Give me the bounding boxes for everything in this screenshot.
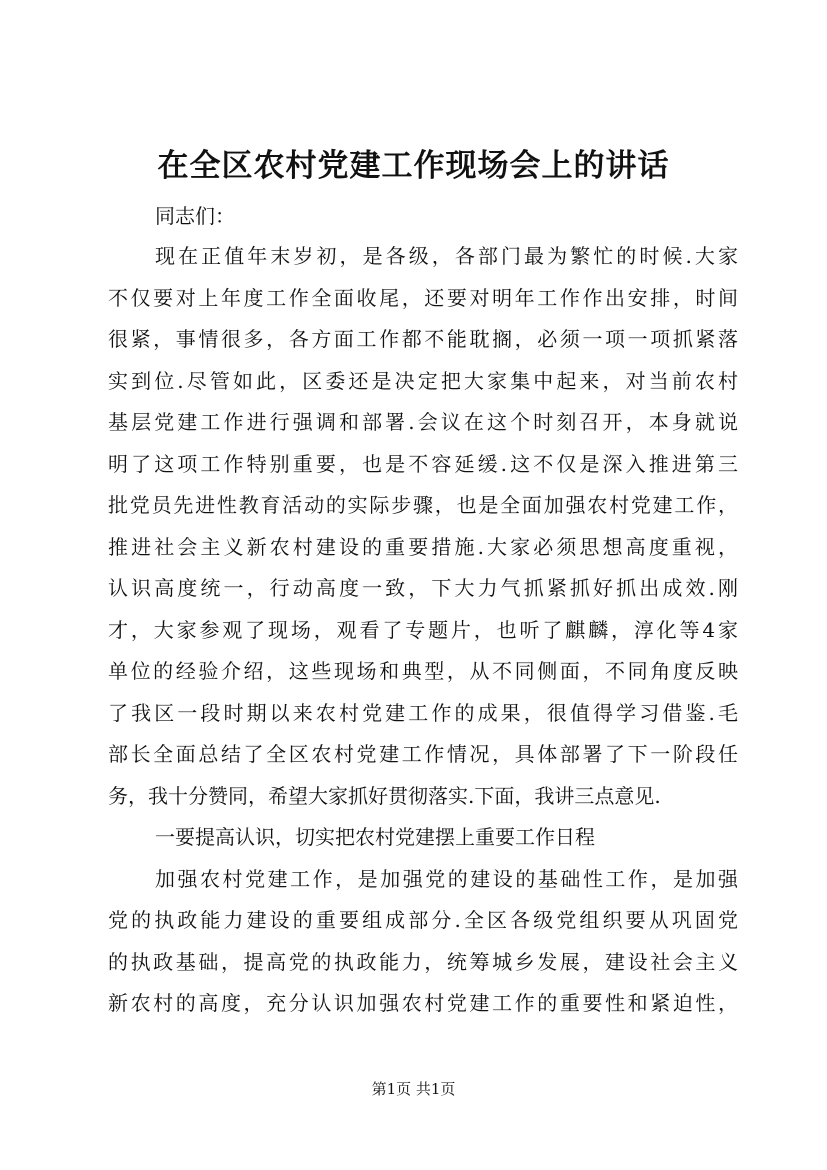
body-text-line: 明了这项工作特别重要，也是不容延缓.这不仅是深入推进第三 <box>108 451 738 476</box>
body-text-line: 的执政基础，提高党的执政能力，统筹城乡发展，建设社会主义 <box>108 949 738 974</box>
body-text-line: 单位的经验介绍，这些现场和典型，从不同侧面，不同角度反映 <box>108 659 738 683</box>
body-text-line: 一要提高认识，切实把农村党建摆上重要工作日程 <box>155 825 595 849</box>
body-text-line: 不仅要对上年度工作全面收尾，还要对明年工作作出安排，时间 <box>108 285 738 310</box>
body-text-line: 现在正值年末岁初，是各级，各部门最为繁忙的时候.大家 <box>155 244 738 268</box>
body-text-line: 很紧，事情很多，各方面工作都不能耽搁，必须一项一项抓紧落 <box>108 327 738 351</box>
document-body <box>108 236 738 1025</box>
page-footer: 第1页 共1页 <box>371 1080 456 1098</box>
body-text-line: 基层党建工作进行强调和部署.会议在这个时刻召开，本身就说 <box>108 410 738 434</box>
document-title: 在全区农村党建工作现场会上的讲话 <box>157 148 670 184</box>
body-text-line: 推进社会主义新农村建设的重要措施.大家必须思想高度重视， <box>108 534 738 559</box>
body-text-line: 加强农村党建工作，是加强党的建设的基础性工作，是加强 <box>155 866 738 891</box>
body-text-line: 了我区一段时期以来农村党建工作的成果，很值得学习借鉴.毛 <box>108 700 738 725</box>
body-text-line: 实到位.尽管如此，区委还是决定把大家集中起来，对当前农村 <box>108 368 738 393</box>
body-text-line: 新农村的高度，充分认识加强农村党建工作的重要性和紧迫性， <box>108 991 738 1015</box>
body-text-line: 才，大家参观了现场，观看了专题片，也听了麒麟，淳化等4家 <box>108 617 738 642</box>
body-text-line: 党的执政能力建设的重要组成部分.全区各级党组织要从巩固党 <box>108 908 738 932</box>
salutation: 同志们： <box>155 204 235 228</box>
body-text-line: 认识高度统一，行动高度一致，下大力气抓紧抓好抓出成效.刚 <box>108 576 738 600</box>
body-text-line: 部长全面总结了全区农村党建工作情况，具体部署了下一阶段任 <box>108 742 738 766</box>
body-text-line: 批党员先进性教育活动的实际步骤，也是全面加强农村党建工作， <box>108 493 738 517</box>
body-text-line: 务，我十分赞同，希望大家抓好贯彻落实.下面，我讲三点意见. <box>108 783 661 808</box>
